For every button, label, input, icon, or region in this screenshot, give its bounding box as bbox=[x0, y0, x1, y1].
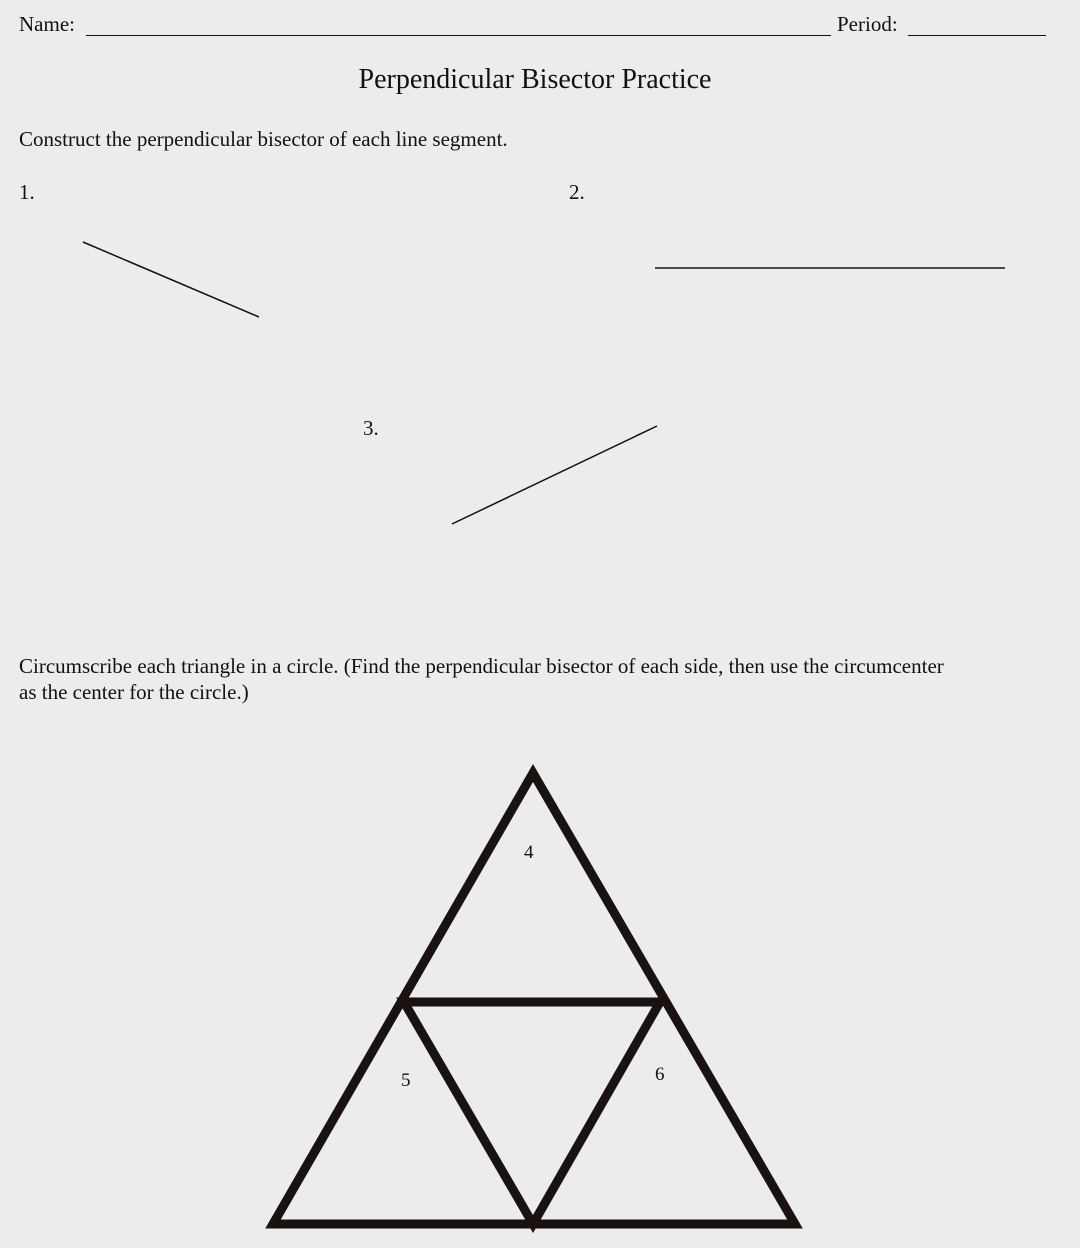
section1-instruction: Construct the perpendicular bisector of each line segment. bbox=[19, 127, 508, 151]
segment-1[interactable] bbox=[83, 242, 259, 317]
name-label: Name: bbox=[19, 12, 75, 36]
problem-1-number: 1. bbox=[19, 180, 35, 204]
triangle-5-number: 5 bbox=[401, 1070, 411, 1091]
section2-instruction-line2: as the center for the circle.) bbox=[19, 680, 249, 704]
triangle-6-number: 6 bbox=[655, 1064, 665, 1085]
inner-triangle[interactable] bbox=[404, 1002, 660, 1224]
period-label: Period: bbox=[837, 12, 898, 36]
section2-instruction-line1: Circumscribe each triangle in a circle. (Find the perpendicular bisector of each side, then use the circumcenter bbox=[19, 654, 944, 678]
triangle-4-number: 4 bbox=[524, 842, 534, 863]
page-title: Perpendicular Bisector Practice bbox=[358, 64, 712, 95]
problem-3-number: 3. bbox=[363, 416, 379, 440]
segment-3[interactable] bbox=[452, 426, 657, 524]
problem-2-number: 2. bbox=[569, 180, 585, 204]
